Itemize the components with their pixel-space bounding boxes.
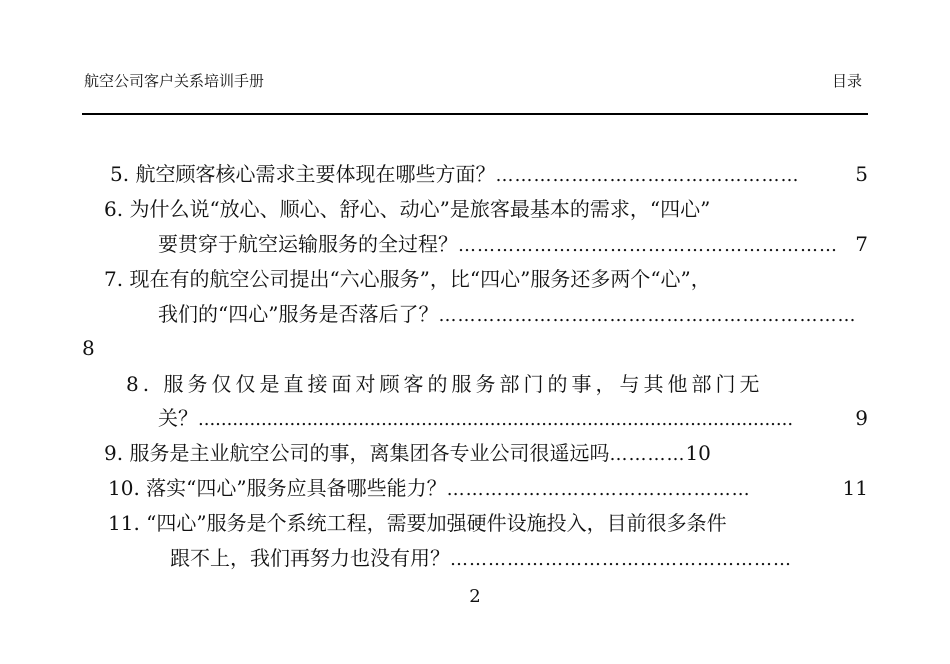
toc-leader-dots: ………… <box>609 444 686 465</box>
toc-leader-dots: ........................................................................................................ <box>198 409 794 430</box>
toc-leader-dots: …………………………………………………… <box>458 235 838 256</box>
toc-entry-title-continued: 跟不上，我们再努力也没有用？ <box>170 546 450 570</box>
toc-entry-title: 8. 服务仅仅是直接面对顾客的服务部门的事，与其他部门无 <box>126 372 764 396</box>
toc-entry-title: 7. 现在有的航空公司提出“六心服务”，比“四心”服务还多两个“心”， <box>104 267 711 291</box>
toc-entry-title: 11. “四心”服务是个系统工程，需要加强硬件设施投入，目前很多条件 <box>108 511 727 535</box>
toc-entry-title-continued: 关？ <box>158 406 198 430</box>
toc-entry-9[interactable] <box>104 437 844 469</box>
toc-page-number: 7 <box>855 232 868 256</box>
toc-page-number: 8 <box>82 336 95 360</box>
document-title: 航空公司客户关系培训手册 <box>84 72 265 90</box>
toc-entry-8[interactable] <box>126 368 763 400</box>
toc-entry-title-continued: 要贯穿于航空运输服务的全过程？ <box>158 232 458 256</box>
toc-entry-5[interactable] <box>110 158 868 190</box>
toc-entry-8-continued[interactable] <box>158 402 868 434</box>
toc-leader-dots: ………………………………………… <box>495 165 800 186</box>
toc-page-number: 10 <box>685 441 711 465</box>
toc-entry-7-page <box>82 332 95 364</box>
toc-entry-10[interactable] <box>108 472 868 504</box>
toc-entry-11-continued[interactable] <box>170 542 868 574</box>
toc-page-number: 11 <box>842 476 868 500</box>
toc-entry-6-continued[interactable] <box>158 228 868 260</box>
toc-entry-title: 6. 为什么说“放心、顺心、舒心、动心”是旅客最基本的需求，“四心” <box>104 197 711 221</box>
toc-entry-title: 10. 落实“四心”服务应具备哪些能力？ <box>108 476 447 500</box>
toc-leader-dots: ………………………………………… <box>446 479 751 500</box>
toc-entry-title: 5. 航空顾客核心需求主要体现在哪些方面？ <box>110 162 496 186</box>
toc-entry-7[interactable] <box>104 263 711 295</box>
toc-entry-7-continued[interactable] <box>158 298 868 330</box>
toc-leader-dots: ………………………………………………………… <box>438 305 857 326</box>
toc-leader-dots: ……………………………………………… <box>450 549 792 570</box>
toc-page-number: 9 <box>855 406 868 430</box>
toc-entry-title: 9. 服务是主业航空公司的事，离集团各专业公司很遥远吗 <box>104 441 610 465</box>
section-title: 目录 <box>831 72 862 90</box>
header-divider <box>82 113 868 115</box>
toc-entry-6[interactable] <box>104 193 710 225</box>
toc-entry-11[interactable] <box>108 507 727 539</box>
toc-page-number: 5 <box>855 162 868 186</box>
page-number: 2 <box>469 586 481 607</box>
toc-entry-title-continued: 我们的“四心”服务是否落后了？ <box>158 302 439 326</box>
